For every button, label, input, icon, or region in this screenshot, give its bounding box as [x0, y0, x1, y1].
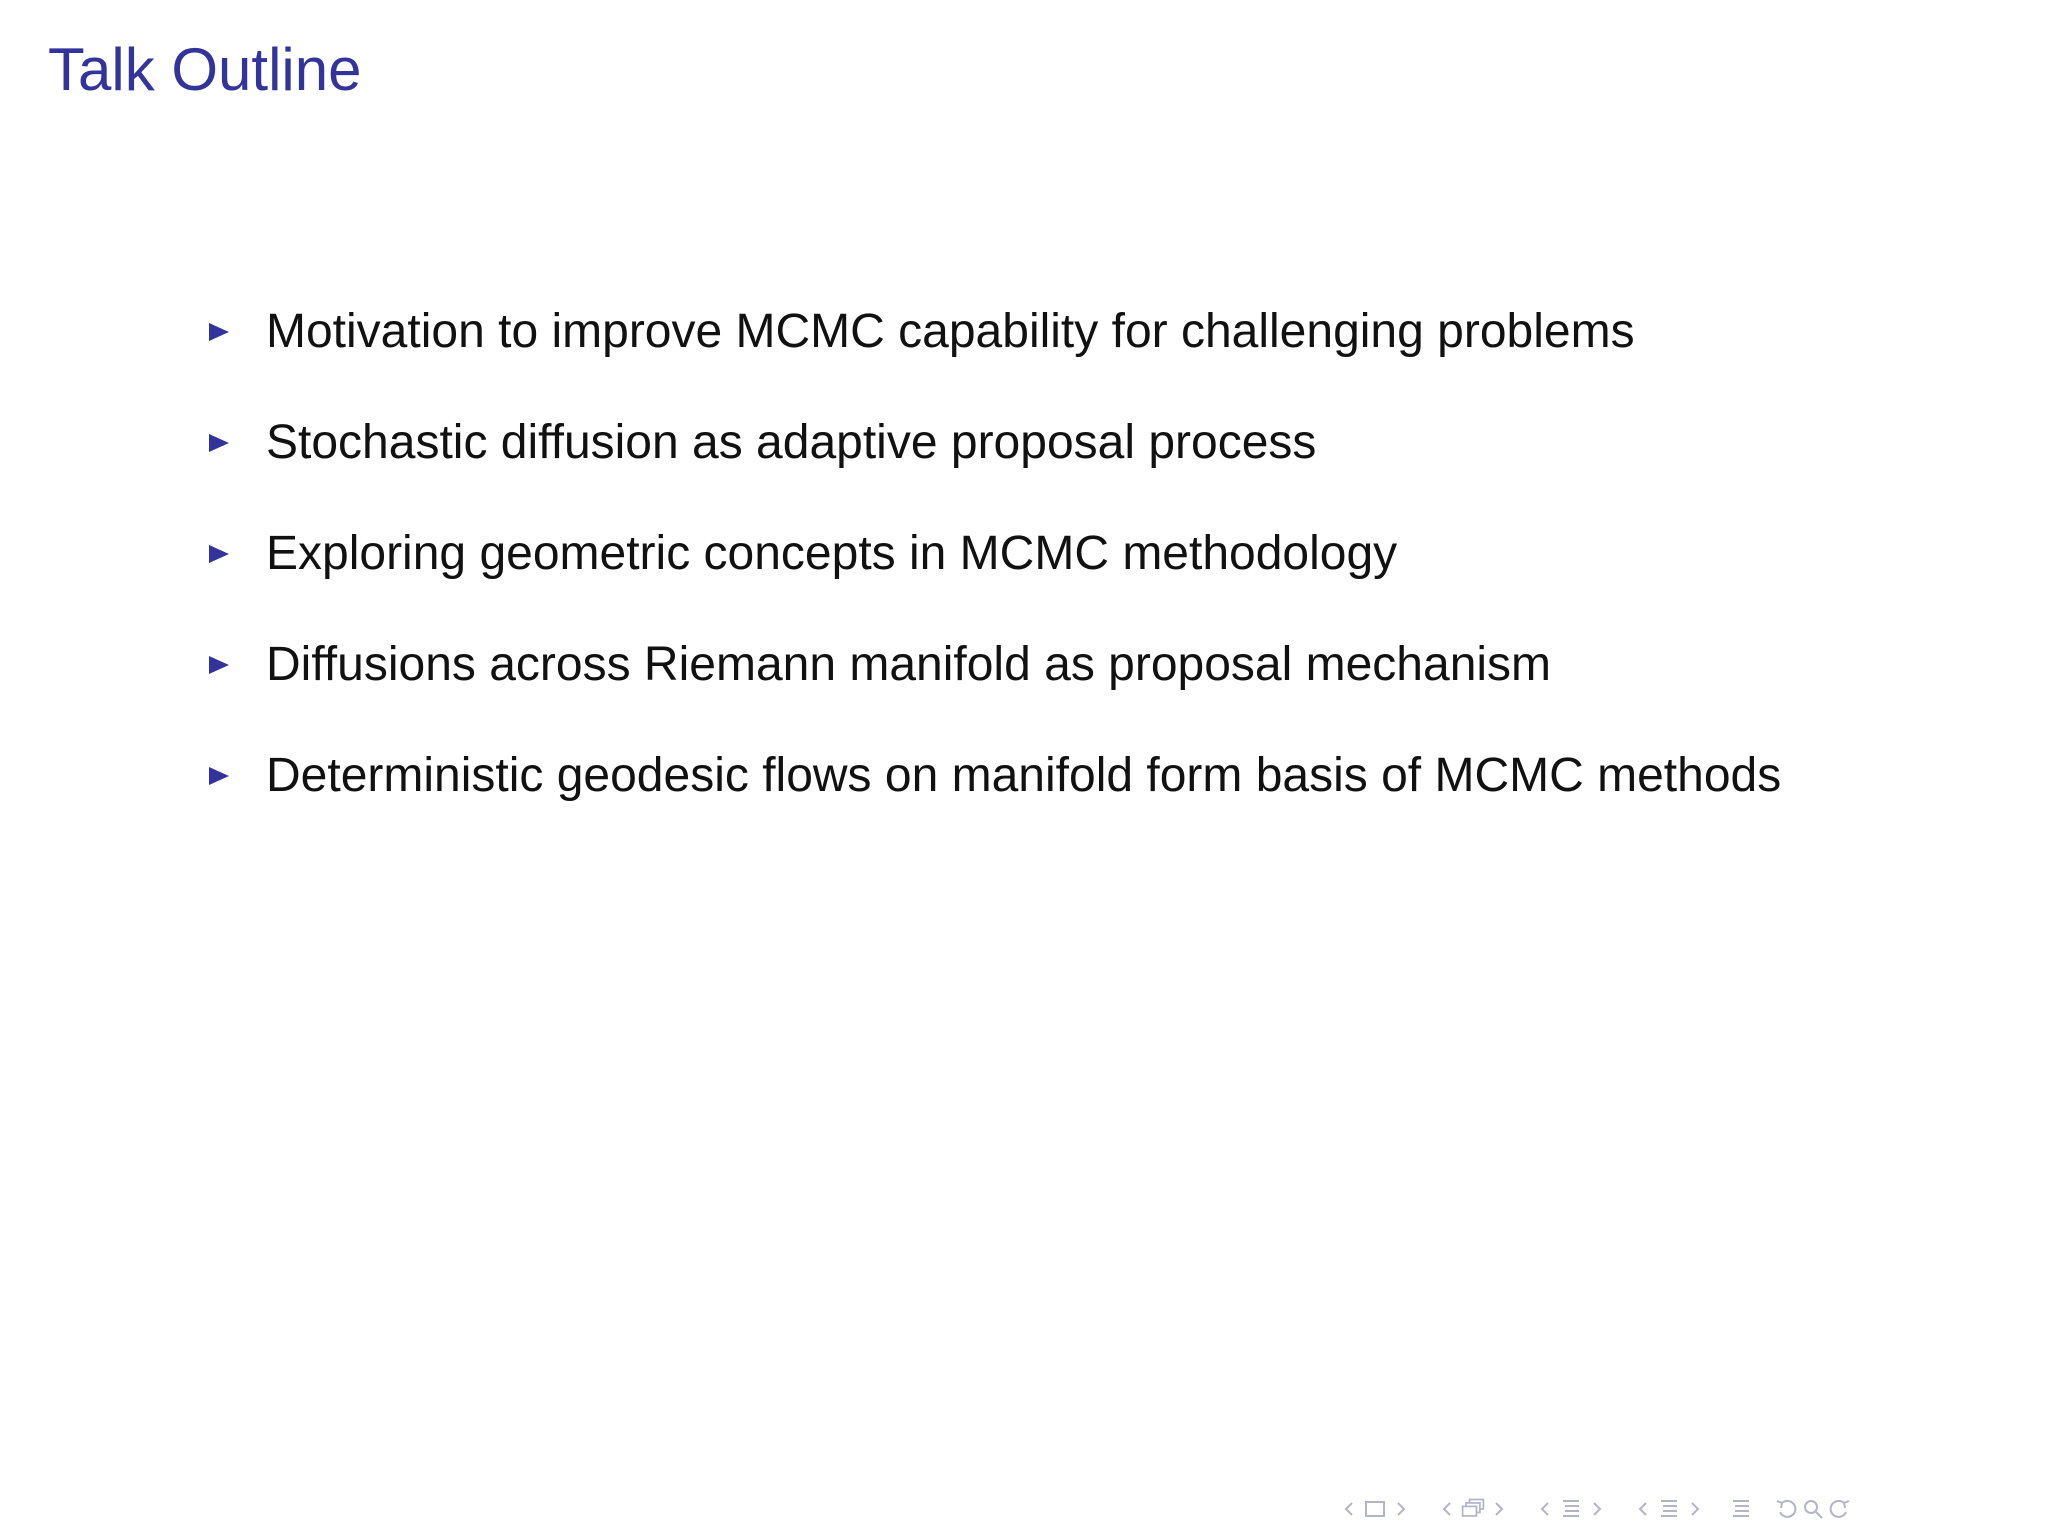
bullet-text: Diffusions across Riemann manifold as proposal mechanism — [266, 637, 1552, 691]
triangle-bullet-icon — [208, 765, 266, 787]
section-prev-icon[interactable] — [1532, 1494, 1558, 1524]
triangle-bullet-icon — [208, 543, 266, 565]
subsection-icon[interactable] — [1460, 1494, 1486, 1524]
appendix-icon[interactable] — [1728, 1494, 1754, 1524]
list-item — [208, 276, 1781, 387]
frame-prev-icon[interactable] — [1336, 1494, 1362, 1524]
list-item — [208, 720, 1781, 831]
back-icon[interactable] — [1774, 1494, 1800, 1524]
frame-next-icon[interactable] — [1388, 1494, 1414, 1524]
bullet-text: Deterministic geodesic flows on manifold form basis of MCMC methods — [266, 748, 1782, 802]
beamer-navigation-bar — [1336, 1494, 1852, 1524]
bullet-text: Exploring geometric concepts in MCMC methodology — [266, 526, 1398, 580]
triangle-bullet-icon — [208, 654, 266, 676]
list-item — [208, 498, 1781, 609]
forward-icon[interactable] — [1826, 1494, 1852, 1524]
frame-nav-group — [1336, 1494, 1414, 1524]
subsection-nav-group — [1434, 1494, 1512, 1524]
section-next-icon[interactable] — [1584, 1494, 1610, 1524]
document-next-icon[interactable] — [1682, 1494, 1708, 1524]
triangle-bullet-icon — [208, 432, 266, 454]
document-prev-icon[interactable] — [1630, 1494, 1656, 1524]
bullet-text: Motivation to improve MCMC capability for challenging problems — [266, 304, 1635, 358]
document-icon[interactable] — [1656, 1494, 1682, 1524]
slide-title: Talk Outline — [48, 36, 362, 103]
appendix-nav-group — [1728, 1494, 1754, 1524]
list-item — [208, 387, 1781, 498]
triangle-bullet-icon — [208, 321, 266, 343]
bullet-list — [208, 276, 1781, 831]
bullet-text: Stochastic diffusion as adaptive proposal process — [266, 415, 1317, 469]
list-item — [208, 609, 1781, 720]
section-icon[interactable] — [1558, 1494, 1584, 1524]
search-icon[interactable] — [1800, 1494, 1826, 1524]
section-nav-group — [1532, 1494, 1610, 1524]
frame-icon[interactable] — [1362, 1494, 1388, 1524]
subsection-next-icon[interactable] — [1486, 1494, 1512, 1524]
document-nav-group — [1630, 1494, 1708, 1524]
history-search-group — [1774, 1494, 1852, 1524]
subsection-prev-icon[interactable] — [1434, 1494, 1460, 1524]
